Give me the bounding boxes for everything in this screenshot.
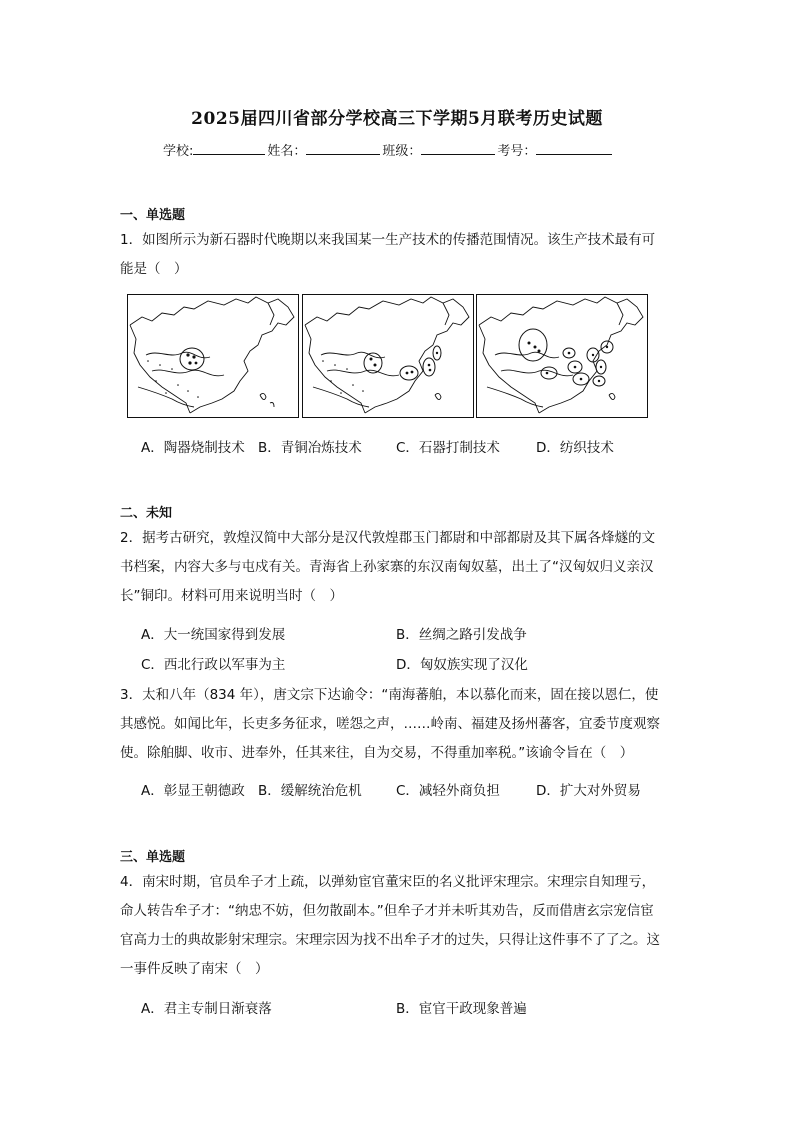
option-c[interactable]: C．石器打制技术 [396,440,500,456]
option-b[interactable]: B．缓解统治危机 [258,783,362,799]
option-a[interactable]: A．大一统国家得到发展 [141,627,286,643]
question-3 [120,681,680,768]
border-line [305,325,365,413]
option-c[interactable]: C．西北行政以军事为主 [141,657,286,673]
river-line [495,352,559,358]
question-text: 能是（ ） [120,261,188,277]
map-stage-1 [127,294,299,418]
border-line [443,303,449,325]
spread-area-circle [519,329,547,361]
border-line [130,325,190,413]
school-blank[interactable] [193,141,265,155]
river-line [152,370,224,376]
name-blank[interactable] [306,141,380,155]
map-stage-3 [476,294,648,418]
student-info-line [163,140,614,159]
option-b[interactable]: B．青铜冶炼技术 [258,440,362,456]
china-map-figure [128,295,298,417]
river-line [327,370,399,376]
number-label: 考号： [497,144,537,159]
border-line [617,303,623,325]
china-map-figure [477,295,647,417]
border-line [130,297,294,413]
border-line [305,297,469,413]
class-label: 班级： [382,144,422,159]
option-d[interactable]: D．纺织技术 [536,440,614,456]
border-line [479,297,643,413]
option-b[interactable]: B．丝绸之路引发战争 [396,627,527,643]
number-blank[interactable] [536,141,612,155]
question-text: 长”铜印。材料可用来说明当时（ ） [120,588,343,604]
page-title: 2025届四川省部分学校高三下学期5月联考历史试题 [191,109,603,129]
border-line [268,303,274,325]
class-blank[interactable] [421,141,495,155]
name-label: 姓名： [267,144,307,159]
island-shape [609,393,615,399]
question-text: 命人转告牟子才：“纳忠不妨，但勿散副本。”但牟子才并未听其劝告，反而借唐玄宗宠信宦 [120,903,654,919]
question-text: 其感悦。如闻比年，长吏多务征求，嗟怨之声，……岭南、福建及扬州蕃客，宜委节度观察 [120,716,660,732]
option-c[interactable]: C．减轻外商负担 [396,783,500,799]
question-text: 2．据考古研究，敦煌汉简中大部分是汉代敦煌郡玉门都尉和中部都尉及其下属各烽燧的文 [120,530,656,546]
question-4 [120,868,680,984]
question-text: 书档案，内容大多与屯戍有关。青海省上孙家寨的东汉南匈奴墓，出土了“汉匈奴归义亲汉 [120,559,654,575]
section-heading: 三、单选题 [120,850,186,865]
option-a[interactable]: A．陶器烧制技术 [141,440,245,456]
spread-area-circle [423,358,435,376]
section-heading: 一、单选题 [120,208,186,223]
border-line [479,325,539,413]
island-shape [260,393,266,399]
question-2 [120,524,680,611]
river-line [146,352,210,358]
question-text: 官高力士的典故影射宋理宗。宋理宗因为找不出牟子才的过失，只得让这件事不了了之。这 [120,932,660,948]
section-heading: 二、未知 [120,506,173,521]
question-text: 使。除舶脚、收市、进奉外，任其来往，自为交易，不得重加率税。”该谕令旨在（ ） [120,745,634,761]
question-1 [120,226,680,284]
option-b[interactable]: B．宦官干政现象普遍 [396,1001,527,1017]
question-text: 一事件反映了南宋（ ） [120,961,269,977]
school-label: 学校: [163,144,194,159]
river-line [501,370,573,376]
spread-area-circle [180,348,204,370]
spread-area-circle [400,366,418,380]
question-text: 1．如图所示为新石器时代晚期以来我国某一生产技术的传播范围情况。该生产技术最有可 [120,232,656,248]
option-a[interactable]: A．君主专制日渐衰落 [141,1001,272,1017]
question-text: 4．南宋时期，官员牟子才上疏，以弹劾宦官董宋臣的名义批评宋理宗。宋理宗自知理亏， [120,874,656,890]
option-d[interactable]: D．匈奴族实现了汉化 [396,657,528,673]
island-shape [270,403,274,408]
map-stage-2 [302,294,474,418]
china-map-figure [303,295,473,417]
island-shape [435,393,441,399]
option-d[interactable]: D．扩大对外贸易 [536,783,641,799]
question-text: 3．太和八年（834 年），唐文宗下达谕令：“南海蕃舶，本以慕化而来，固在接以恩仁，使 [120,687,659,703]
option-a[interactable]: A．彰显王朝德政 [141,783,245,799]
